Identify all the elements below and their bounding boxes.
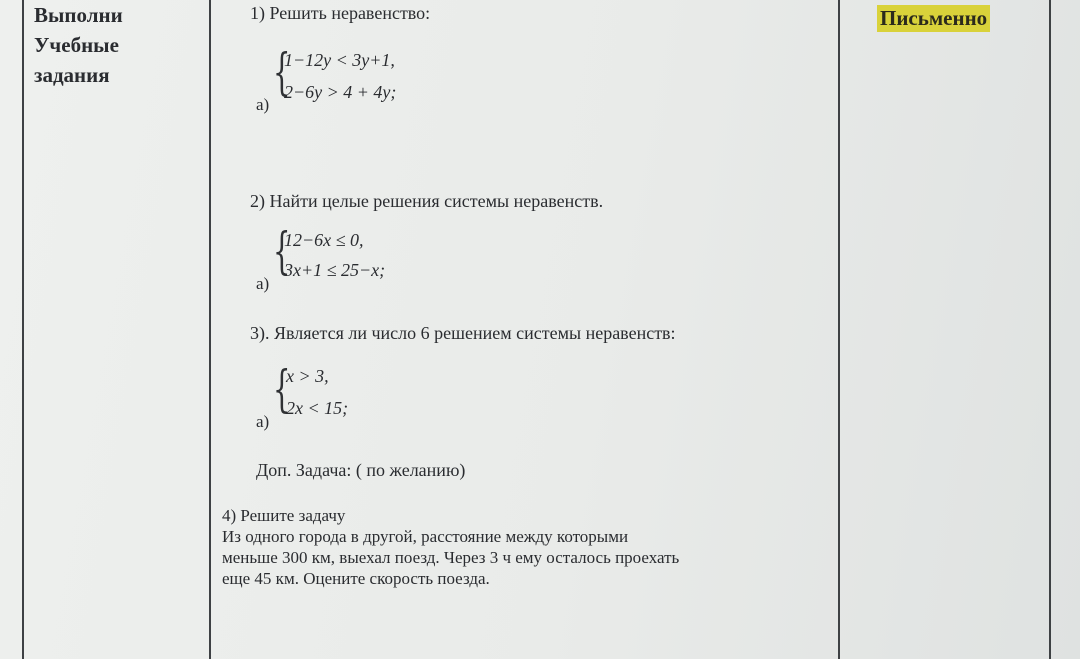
task-3-inequality-1: x > 3,: [286, 366, 329, 386]
word-problem: [222, 505, 822, 589]
table-border-column2: [838, 0, 840, 659]
problem-line-2: меньше 300 км, выехал поезд. Через 3 ч ему осталось проехать: [222, 548, 680, 567]
task-3-brace: {: [273, 360, 291, 418]
task-1-title: 1) Решить неравенство:: [250, 3, 431, 23]
table-border-right: [1049, 0, 1051, 659]
task-1-brace: {: [273, 43, 291, 101]
task-1-inequality-2: 2−6y > 4 + 4y;: [284, 82, 397, 102]
instruction-line-2: Учебные: [34, 33, 119, 57]
table-border-left: [22, 0, 24, 659]
task-2-brace: {: [273, 222, 291, 280]
problem-title: 4) Решите задачу: [222, 506, 346, 525]
task-3-inequality-2: 2x < 15;: [286, 398, 349, 418]
task-2-inequality-2: 3x+1 ≤ 25−x;: [284, 260, 386, 280]
instruction-cell: [34, 0, 204, 90]
mode-label-highlighted: Письменно: [877, 5, 990, 32]
task-3-title: 3). Является ли число 6 решением системы неравенств:: [250, 323, 676, 343]
task-2-title: 2) Найти целые решения системы неравенств.: [250, 191, 604, 211]
task-1-letter: а): [256, 95, 270, 114]
instruction-line-1: Выполни: [34, 3, 123, 27]
table-border-column1: [209, 0, 211, 659]
problem-line-3: еще 45 км. Оцените скорость поезда.: [222, 569, 490, 588]
problem-line-1: Из одного города в другой, расстояние между которыми: [222, 527, 629, 546]
task-1-inequality-1: 1−12y < 3y+1,: [284, 50, 395, 70]
instruction-line-3: задания: [34, 63, 110, 87]
task-2-inequality-1: 12−6x ≤ 0,: [284, 230, 364, 250]
extra-task-heading: Доп. Задача: ( по желанию): [256, 460, 466, 480]
task-2-letter: а): [256, 274, 270, 293]
task-3-letter: а): [256, 412, 270, 431]
